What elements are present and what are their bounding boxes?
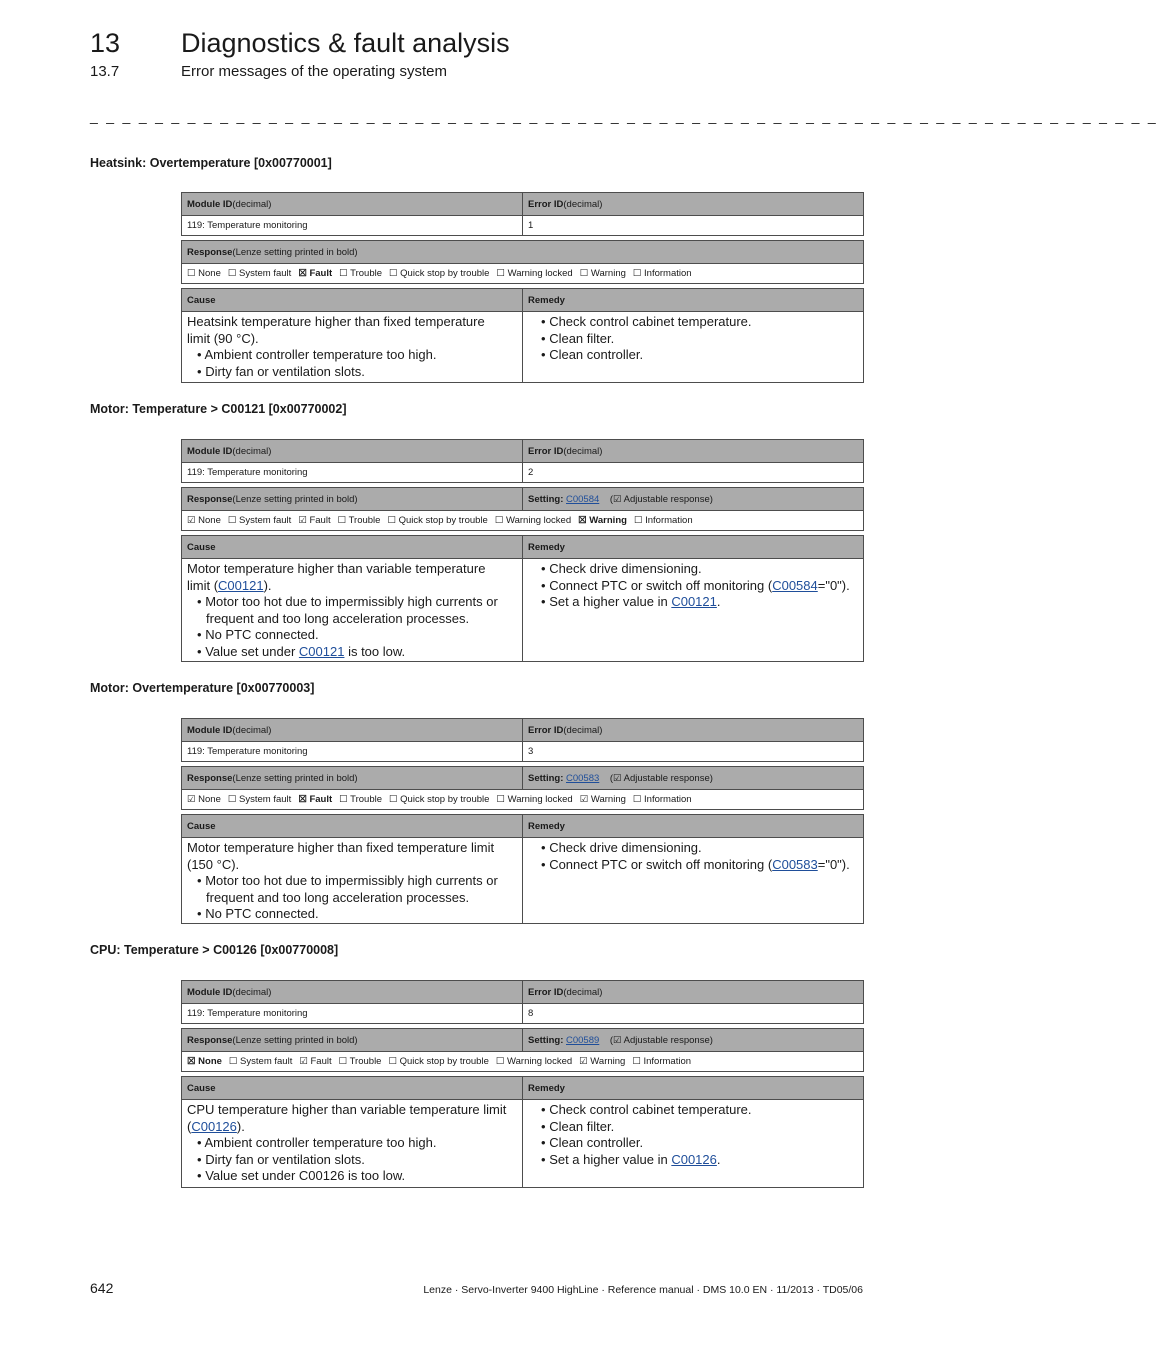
option-warning-locked: ☐ Warning locked xyxy=(495,1056,573,1067)
cause-bullet: Motor too hot due to impermissibly high currents or xyxy=(205,873,498,888)
module-id-label: Module ID xyxy=(187,986,233,998)
option-trouble: ☐ Trouble xyxy=(337,515,381,526)
cause-cell: Heatsink temperature higher than fixed temperature limit (90 °C). • Ambient controller temperature too high. • Dirty fan or ventilation slots. xyxy=(182,312,523,382)
cause-remedy-table xyxy=(181,1076,864,1188)
c00121-link[interactable]: C00121 xyxy=(671,594,717,609)
error-id-value: 2 xyxy=(528,467,534,478)
option-system-fault: ☐ System fault xyxy=(227,268,292,279)
cause-text: CPU temperature higher than variable temperature limit xyxy=(187,1102,507,1117)
remedy-bullet: Clean controller. xyxy=(549,347,644,362)
option-information: ☐ Information xyxy=(632,794,692,805)
c00583-link[interactable]: C00583 xyxy=(772,856,818,872)
error-id-value: 3 xyxy=(528,746,534,757)
cause-cell: CPU temperature higher than variable temperature limit (C00126). • Ambient controller temperature too high. • Dirty fan or ventilation slots. • Value set under C00126 is too low. xyxy=(182,1100,523,1187)
error-heading: Motor: Overtemperature [0x00770003] xyxy=(90,681,315,695)
response-label: Response xyxy=(187,493,233,505)
c00121-link[interactable]: C00121 xyxy=(298,643,345,659)
cause-text: Motor temperature higher than fixed temperature limit xyxy=(187,840,495,855)
option-quick-stop: ☐ Quick stop by trouble xyxy=(389,794,490,805)
option-fault: ☑ Fault xyxy=(299,1056,332,1067)
option-warning-locked: ☐ Warning locked xyxy=(496,268,573,279)
dashed-separator: _ _ _ _ _ _ _ _ _ _ _ _ _ _ _ _ _ _ _ _ _ _ _ _ _ _ _ _ _ _ _ _ _ _ _ _ _ _ _ _ _ _ _ _ _ _ _ _ _ _ _ _ _ _ _ _ _ _ _ _ _ _ _ _ _ _ xyxy=(90,108,1158,124)
remedy-cell: • Check drive dimensioning. • Connect PTC or switch off monitoring (C00584="0"). • Set a higher value in C00121. xyxy=(541,561,850,609)
c00121-link[interactable]: C00121 xyxy=(218,577,264,593)
option-information: ☐ Information xyxy=(632,1056,692,1067)
response-options xyxy=(182,790,863,809)
remedy-header: Remedy xyxy=(528,541,565,553)
option-quick-stop: ☐ Quick stop by trouble xyxy=(387,515,488,526)
section-title: Error messages of the operating system xyxy=(181,63,447,80)
module-id-value: 119: Temperature monitoring xyxy=(182,216,523,235)
module-id-label: Module ID xyxy=(187,445,233,457)
error-heading: CPU: Temperature > C00126 [0x00770008] xyxy=(90,943,339,957)
response-label: Response xyxy=(187,246,233,258)
error-id-label: Error ID xyxy=(528,986,564,998)
remedy-bullet: Check control cabinet temperature. xyxy=(549,314,752,329)
module-table xyxy=(181,718,864,762)
cause-remedy-table xyxy=(181,535,864,662)
remedy-bullet: Clean filter. xyxy=(549,330,615,346)
option-warning: ☑ Warning xyxy=(579,1056,626,1067)
option-warning: ☑ Warning xyxy=(579,794,626,805)
option-warning: ☒ Warning xyxy=(578,515,627,526)
cause-bullet: No PTC connected. xyxy=(205,627,319,642)
module-id-value: 119: Temperature monitoring xyxy=(182,463,523,482)
decimal-label: (decimal) xyxy=(563,724,603,736)
remedy-header: Remedy xyxy=(528,1082,565,1094)
module-id-label: Module ID xyxy=(187,198,233,210)
adjustable-response-note: (☑ Adjustable response) xyxy=(609,493,713,505)
error-heading: Heatsink: Overtemperature [0x00770001] xyxy=(90,156,332,170)
response-table xyxy=(181,487,864,531)
decimal-label: (decimal) xyxy=(563,986,603,998)
lenze-setting-note: (Lenze setting printed in bold) xyxy=(232,493,358,505)
decimal-label: (decimal) xyxy=(232,198,272,210)
cause-text: Heatsink temperature higher than fixed temperature xyxy=(187,314,485,329)
decimal-label: (decimal) xyxy=(232,986,272,998)
adjustable-response-note: (☑ Adjustable response) xyxy=(609,772,713,784)
cause-header: Cause xyxy=(182,815,523,837)
page-number: 642 xyxy=(90,1280,114,1296)
chapter-number: 13 xyxy=(90,28,121,58)
remedy-cell: • Check control cabinet temperature. • Clean filter. • Clean controller. • Set a higher value in C00126. xyxy=(541,1102,752,1167)
option-information: ☐ Information xyxy=(633,515,693,526)
setting-label: Setting: xyxy=(528,1034,564,1046)
response-options xyxy=(182,1052,863,1071)
error-id-value: 1 xyxy=(528,220,534,231)
option-warning: ☐ Warning xyxy=(579,268,626,279)
module-id-label: Module ID xyxy=(187,724,233,736)
error-id-value: 8 xyxy=(528,1008,534,1019)
cause-cell: Motor temperature higher than variable temperature limit (C00121). • Motor too hot due to impermissibly high currents or frequent and too long acceleration processes. • No PTC connected. • Value set under C00121 is too low. xyxy=(182,559,523,661)
response-options xyxy=(182,511,863,530)
c00126-link[interactable]: C00126 xyxy=(191,1118,237,1134)
module-id-value: 119: Temperature monitoring xyxy=(182,1004,523,1023)
chapter-title: Diagnostics & fault analysis xyxy=(181,28,510,58)
option-none: ☑ None xyxy=(187,515,221,526)
option-quick-stop: ☐ Quick stop by trouble xyxy=(388,1056,489,1067)
decimal-label: (decimal) xyxy=(232,445,272,457)
lenze-setting-note: (Lenze setting printed in bold) xyxy=(232,246,358,258)
setting-code-link[interactable]: C00589 xyxy=(566,1034,600,1046)
setting-label: Setting: xyxy=(528,493,564,505)
option-warning-locked: ☐ Warning locked xyxy=(496,794,573,805)
cause-header: Cause xyxy=(182,289,523,311)
cause-bullet: Motor too hot due to impermissibly high currents or xyxy=(205,594,498,609)
lenze-setting-note: (Lenze setting printed in bold) xyxy=(232,1034,358,1046)
c00584-link[interactable]: C00584 xyxy=(772,577,818,593)
cause-bullet: Dirty fan or ventilation slots. xyxy=(205,1151,365,1167)
remedy-bullet: Check control cabinet temperature. xyxy=(549,1102,752,1117)
option-information: ☐ Information xyxy=(632,268,692,279)
response-table xyxy=(181,766,864,810)
option-none: ☐ None xyxy=(187,268,221,279)
option-trouble: ☐ Trouble xyxy=(339,268,383,279)
remedy-cell: • Check drive dimensioning. • Connect PTC or switch off monitoring (C00583="0"). xyxy=(541,840,850,872)
remedy-bullet: Check drive dimensioning. xyxy=(549,561,702,576)
remedy-header: Remedy xyxy=(528,820,565,832)
setting-label: Setting: xyxy=(528,772,564,784)
cause-bullet-cont: frequent and too long acceleration processes. xyxy=(206,889,470,905)
option-quick-stop: ☐ Quick stop by trouble xyxy=(389,268,490,279)
decimal-label: (decimal) xyxy=(563,198,603,210)
option-system-fault: ☐ System fault xyxy=(228,1056,293,1067)
module-table xyxy=(181,192,864,236)
lenze-setting-note: (Lenze setting printed in bold) xyxy=(232,772,358,784)
module-id-value: 119: Temperature monitoring xyxy=(182,742,523,761)
cause-cell: Motor temperature higher than fixed temperature limit (150 °C). • Motor too hot due to impermissibly high currents or frequent and too long acceleration processes. • No PTC connected. xyxy=(182,838,523,923)
error-id-label: Error ID xyxy=(528,724,564,736)
option-none: ☑ None xyxy=(187,794,221,805)
response-label: Response xyxy=(187,772,233,784)
module-table xyxy=(181,439,864,483)
cause-bullet: No PTC connected. xyxy=(205,906,319,921)
setting-code-link[interactable]: C00583 xyxy=(566,772,600,784)
response-table xyxy=(181,1028,864,1072)
cause-bullet: Ambient controller temperature too high. xyxy=(204,347,437,362)
remedy-bullet: Clean controller. xyxy=(549,1135,644,1150)
adjustable-response-note: (☑ Adjustable response) xyxy=(609,1034,713,1046)
remedy-bullet: Clean filter. xyxy=(549,1118,615,1134)
error-id-label: Error ID xyxy=(528,445,564,457)
remedy-cell: • Check control cabinet temperature. • Clean filter. • Clean controller. xyxy=(541,314,752,362)
footer-text: Lenze · Servo-Inverter 9400 HighLine · Reference manual · DMS 10.0 EN · 11/2013 · TD05/06 xyxy=(423,1284,863,1296)
remedy-header: Remedy xyxy=(528,294,565,306)
remedy-bullet: Check drive dimensioning. xyxy=(549,840,702,855)
c00126-link[interactable]: C00126 xyxy=(671,1151,717,1167)
response-options xyxy=(182,264,863,283)
option-fault: ☒ Fault xyxy=(298,794,333,805)
decimal-label: (decimal) xyxy=(563,445,603,457)
cause-text: (150 °C). xyxy=(187,856,240,872)
cause-remedy-table xyxy=(181,288,864,383)
setting-code-link[interactable]: C00584 xyxy=(566,493,600,505)
cause-bullet: Ambient controller temperature too high. xyxy=(204,1135,437,1150)
cause-bullet: Dirty fan or ventilation slots. xyxy=(205,363,365,379)
cause-text: limit (90 °C). xyxy=(187,330,259,346)
option-system-fault: ☐ System fault xyxy=(227,515,292,526)
option-none: ☒ None xyxy=(187,1056,222,1067)
response-table xyxy=(181,240,864,284)
option-fault: ☒ Fault xyxy=(298,268,333,279)
cause-bullet-cont: frequent and too long acceleration processes. xyxy=(206,610,470,626)
error-id-label: Error ID xyxy=(528,198,564,210)
error-heading: Motor: Temperature > C00121 [0x00770002] xyxy=(90,402,347,416)
option-fault: ☑ Fault xyxy=(298,515,331,526)
cause-bullet: Value set under C00126 is too low. xyxy=(205,1168,406,1183)
option-trouble: ☐ Trouble xyxy=(339,794,383,805)
module-table xyxy=(181,980,864,1024)
cause-header: Cause xyxy=(182,536,523,558)
cause-header: Cause xyxy=(182,1077,523,1099)
option-trouble: ☐ Trouble xyxy=(338,1056,382,1067)
option-warning-locked: ☐ Warning locked xyxy=(494,515,572,526)
decimal-label: (decimal) xyxy=(232,724,272,736)
cause-text: Motor temperature higher than variable temperature xyxy=(187,561,486,576)
response-label: Response xyxy=(187,1034,233,1046)
option-system-fault: ☐ System fault xyxy=(227,794,292,805)
cause-remedy-table xyxy=(181,814,864,924)
section-number: 13.7 xyxy=(90,63,120,80)
